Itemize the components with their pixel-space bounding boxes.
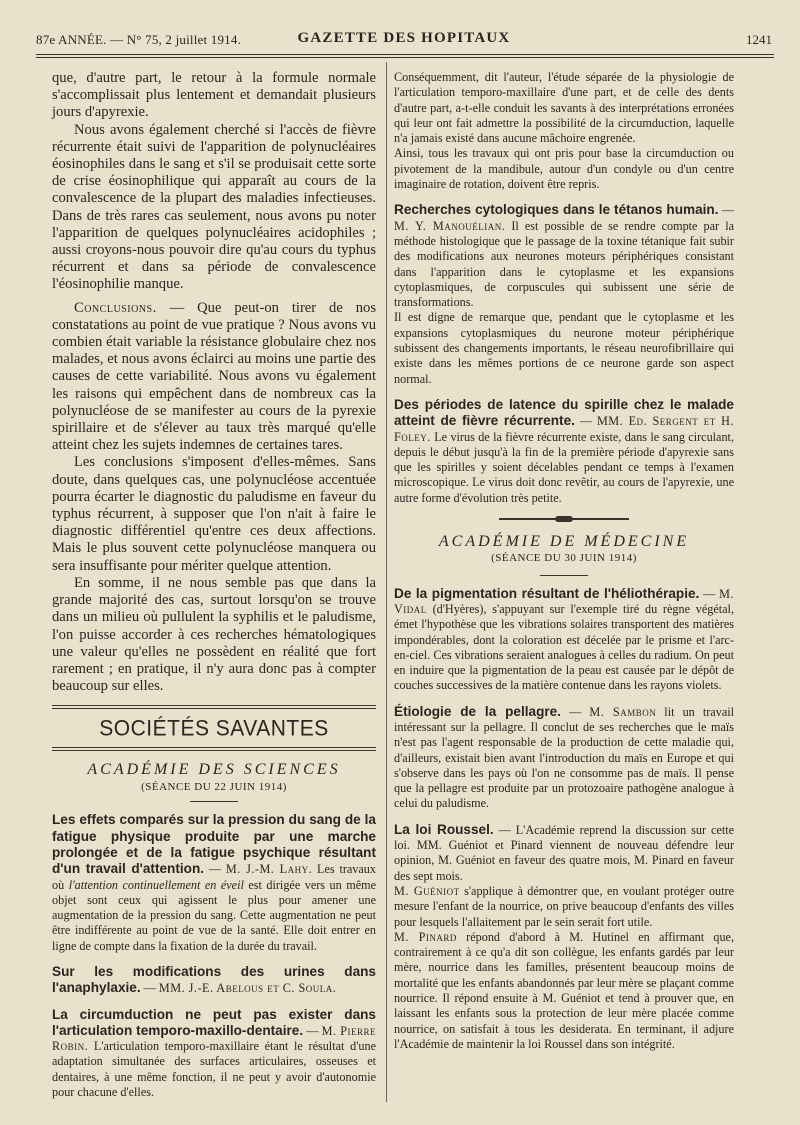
entry-text: Les travaux où (52, 862, 376, 892)
entry: Des périodes de latence du spirille chez le malade atteint de fièvre récurrente. — MM. Ed. Sergent et H. Foley. Le virus de la fièvre récurrente existe, dans le sang circulant, depuis le début jusqu'à la fin de la première période d'apyrexie sans que les spirilles y soient décelables pendant ce temps à l'examen microscopique. Le virus doit donc revêtir, au cours de l'apyrexie, une autre forme d'évolution très petite. (394, 396, 735, 505)
right-column (394, 70, 734, 1052)
paragraph: que, d'autre part, le retour à la formule normale s'accomplissait plus lentement et demandait plusieurs jours d'apyrexie. (52, 70, 376, 121)
entry-title: Des périodes de latence du spirille chez le malade atteint de fièvre récurrente. (394, 396, 734, 429)
paragraph (394, 930, 734, 1052)
paragraph-text: — Que peut-on tirer de nos constatations au point de vue pratique ? Nous avons vu combien était variable la résistance globulaire chez nos malades, et nous avons éclairci au moins une partie des causes de cette variabilité. Nous avons vu également les raisons qui empêchent dans de nombreux cas la polynucléose de se manifester au cours de la pyrexie spirillaire et de s'élever au taux très marqué qu'elle atteint chez les sujets indemnes de certaines tares. (52, 299, 376, 454)
session-date: (SÉANCE DU 30 JUIN 1914) (491, 552, 637, 565)
entry: Les effets comparés sur la pression du sang de la fatigue physique produite par une marche prolongée et de la fatigue psychique résultant d'un travail d'attention. — M. J.-M. Lahy. Les travaux où l'attention continuellement en éveil est dirigée vers un même objet sont ceux qui agissent le plus pour amener une augmentation de la pression du sang. Cette augmentation ne peut être indifférente au point de vue de la santé. Elle doit entrer en ligne de compte dans la fixation de la durée du travail. (52, 812, 376, 953)
entry-author: M. Sambon (589, 704, 657, 719)
entry: Étiologie de la pellagre. — M. Sambon lit un travail intéressant sur la pellagre. Il conclut de ses recherches que le maïs n'est pas l'agent responsable de la production de cette maladie qui, d'ailleurs, existait bien avant l'introduction du maïs en Europe et qui s'observe dans les pays où l'on ne consomme pas de maïs. Il pense que la pellagre est produite par un protozoaire pathogène analogue à celui du paludisme. (394, 703, 734, 811)
journal-title: GAZETTE DES HOPITAUX (297, 30, 511, 46)
entry-text: Le virus de la fièvre récurrente existe, dans le sang circulant, depuis le début jusqu'à la fin de la première période d'apyrexie sans que les spirilles y soient décelables pendant ce temps à l'examen microscopique. Le virus doit donc revêtir, au cours de l'apyrexie, une autre forme d'évolution très petite. (394, 429, 734, 505)
entry-author: M. Pierre Robin. (52, 1023, 376, 1054)
entry: De la pigmentation résultant de l'héliothérapie. — M. Vidal (d'Hyères), s'appuyant sur l'exemple tiré du règne végétal, émet l'hypothèse que les vibrations solaires transportent des matières impondérables, dont la coloration est décelée par le prisme et l'arc-en-ciel. Ces vibrations seraient analogues à celles du radium. On peut en induire que la pigmentation de la peau est causée par le dépôt de couches successives de la matière contenue dans les rayons violets. (394, 585, 735, 693)
entry-author: MM. J.-E. Abelous et C. Soula. (158, 981, 337, 996)
entry-text: Il est possible de se rendre compte par la méthode histologique que le passage de la toxine tétanique fait subir des modifications aux neurones moteurs périphériques consistant dans l'apparition dans le cytoplasme et les expansions cytoplasmiques, de corpuscules qui subissent une série de transformations. (394, 218, 734, 310)
column-divider (386, 62, 387, 1102)
entry-text: lit un travail intéressant sur la pellagre. Il conclut de ses recherches que le maïs n'est pas l'agent responsable de la production de cette maladie qui, d'ailleurs, existait bien avant l'introduction du maïs en Europe et qui s'observe dans les pays où l'on ne consomme pas de maïs. Il pense que la pellagre est produite par un protozoaire pathogène analogue à celui du paludisme. (394, 704, 734, 811)
entry-title: La circumduction ne peut pas exister dans l'articulation temporo-maxillo-dentaire. (52, 1006, 376, 1038)
ornament-divider (499, 518, 629, 520)
entry-title: Recherches cytologiques dans le tétanos humain. (394, 202, 719, 218)
short-rule (190, 801, 238, 802)
entry-author: M. Vidal (394, 586, 735, 616)
academy-heading: ACADÉMIE DE MÉDECINE (438, 533, 690, 551)
entry-text: répond d'abord à M. Hutinel en affirmant que, contrairement à ce qu'a dit son collègue, les enfants gardés par leur mère, nourrice dans les familles, présentent beaucoup moins de mortalité que les enfants abandonnés par leur mère se plaçant comme nourrice. Il répond ensuite à M. Guéniot et tend à prouver que, en laissant les enfants sous la protection de leur mère placée comme nourrice, on satisfait à tous les desiderata. En terminant, il adjure l'Académie de maintenir la loi Roussel dans son intégrité. (394, 929, 734, 1051)
entry-text: — L'Académie reprend la discussion sur cette loi. MM. Guéniot et Pinard viennent de nouveau défendre leur opinion, M. Guéniot en faveur des quatre mois, M. Pinard en faveur des sept mois. (394, 822, 734, 883)
entry-author: MM. Ed. Sergent et H. Foley. (394, 414, 735, 444)
session-date: (SÉANCE DU 22 JUIN 1914) (141, 781, 287, 794)
page-header (36, 30, 772, 52)
entry-text: s'applique à démontrer que, en voulant protéger outre mesure l'enfant de la nourrice, on prive beaucoup d'enfants des villes pour lesquels l'allaitement par le sein serait fort utile. (394, 883, 734, 929)
entry: Recherches cytologiques dans le tétanos humain. — M. Y. Manouélian. Il est possible de se rendre compte par la méthode histologique que le passage de la toxine tétanique fait subir des modifications aux neurones moteurs périphériques consistant dans l'apparition dans le cytoplasme et les expansions cytoplasmiques, de corpuscules qui subissent une série de transformations. (394, 202, 734, 310)
paragraph (52, 300, 376, 455)
paragraph: Conséquemment, dit l'auteur, l'étude séparée de la physiologie de l'articulation temporo-maxillaire d'une part, et de celle des dents d'autre part, a-t-elle conduit les savants à des interprétations erronées qui leur ont fait admettre la possibilité de la circumduction, laquelle n'a jamais existé dans aucune mâchoire engrenée. (394, 70, 734, 146)
entry: La circumduction ne peut pas exister dans l'articulation temporo-maxillo-dentaire. — M. Pierre Robin. L'articulation temporo-maxillaire étant le résultat d'une adaptation simultanée des surfaces articulaires, osseuses et dentaires, à une même fonction, il ne peut y avoir d'autonomie pour chacune d'elles. (52, 1006, 376, 1100)
entry (394, 822, 734, 884)
entry-title: La loi Roussel. (394, 821, 494, 837)
section-rule (52, 705, 376, 709)
entry-title: Les effets comparés sur la pression du sang de la fatigue physique produite par une marche prolongée et de la fatigue psychique résultant d'un travail d'attention. (52, 812, 376, 877)
entry: Sur les modifications des urines dans l'anaphylaxie. — MM. J.-E. Abelous et C. Soula. (52, 963, 376, 996)
section-rule (52, 747, 376, 751)
entry-text: (d'Hyères), s'appuyant sur l'exemple tiré du règne végétal, émet l'hypothèse que les vibrations solaires transportent des matières impondérables, dont la coloration est décelée par le prisme et l'arc-en-ciel. Ces vibrations seraient analogues à celles du radium. On peut en induire que la pigmentation de la peau est causée par le dépôt de couches successives de la matière contenue dans les rayons violets. (394, 601, 734, 693)
entry-text: L'articulation temporo-maxillaire étant le résultat d'une adaptation simultanée des surfaces articulaires, osseuses et dentaires, à une même fonction, il ne peut y avoir d'autonomie pour chacune d'elles. (52, 1039, 376, 1100)
entry-author: M. Guéniot (394, 883, 460, 898)
paragraph (394, 884, 734, 930)
entry-title: De la pigmentation résultant de l'héliothérapie. (394, 585, 700, 601)
short-rule (540, 575, 588, 576)
entry-text: est dirigée vers un même objet sont ceux qui agissent le plus pour amener une augmentation de la pression du sang. Cette augmentation ne peut être indifférente au point de vue de la santé. Elle doit entrer en ligne de compte dans la fixation de la durée du travail. (52, 877, 376, 953)
entry-title: Sur les modifications des urines dans l'anaphylaxie. (52, 963, 376, 996)
run-in-heading: Conclusions. (74, 299, 157, 316)
page-number: 1241 (746, 32, 772, 47)
paragraph: Nous avons également cherché si l'accès de fièvre récurrente était suivi de l'apparition de polynucléaires éosinophiles dans le sang et s'il se produisait cette sorte de crise éosinophilique qui apparaît au cours de la convalescence de la plupart des maladies infectieuses. Dans de très rares cas seulement, nous avons pu noter l'apparition de quelques polynucléaires acidophiles ; aussi croyons-nous pouvoir dire qu'au cours du typhus récurrent et dans sa période de convalescence l'éosinophilie manque. (52, 121, 376, 293)
entry-author: M. Y. Manouélian. (394, 218, 506, 233)
paragraph: Les conclusions s'imposent d'elles-mêmes. Sans doute, dans quelques cas, une polynucléose accentuée pourra écarter le diagnostic du paludisme en faveur du typhus récurrent, à supposer que l'on n'ait à faire le diagnostic différentiel qu'entre ces deux affections. Mais le plus souvent cette polynucléose manquera ou sera insuffisante pour mériter quelque attention. (52, 454, 376, 574)
entry-title: Étiologie de la pellagre. (394, 703, 562, 719)
entry-author: M. Pinard (394, 929, 457, 944)
left-column (52, 70, 376, 1100)
header-rule (36, 54, 774, 58)
paragraph: Ainsi, tous les travaux qui ont pris pour base la circumduction ou pivotement de la mandibule, autour d'un condyle ou d'un centre imaginaire de rotation, doivent être repris. (394, 146, 734, 192)
paragraph: En somme, il ne nous semble pas que dans la grande majorité des cas, surtout lorsqu'on se trouve dans un milieu où pullulent la syphilis et le paludisme, l'on puisse accorder à ces recherches hématologiques une valeur qu'elles ne possèdent en réalité que fort rarement ; en pratique, il n'y aura donc pas à compter beaucoup sur elles. (52, 574, 376, 695)
entry-author: M. J.-M. Lahy. (225, 862, 313, 877)
issue-info: 87e ANNÉE. — N° 75, 2 juillet 1914. (36, 32, 242, 47)
section-title: SOCIÉTÉS SAVANTES (99, 716, 329, 741)
academy-heading: ACADÉMIE DES SCIENCES (87, 761, 341, 779)
paragraph: Il est digne de remarque que, pendant que le cytoplasme et les expansions cytoplasmiques du neurone moteur périphérique subissent des changements importants, le réseau neurofibrillaire qui existe dans les mêmes portions de ce neurone garde son aspect normal. (394, 310, 734, 386)
entry-italic: l'attention continuellement en éveil (68, 877, 244, 892)
